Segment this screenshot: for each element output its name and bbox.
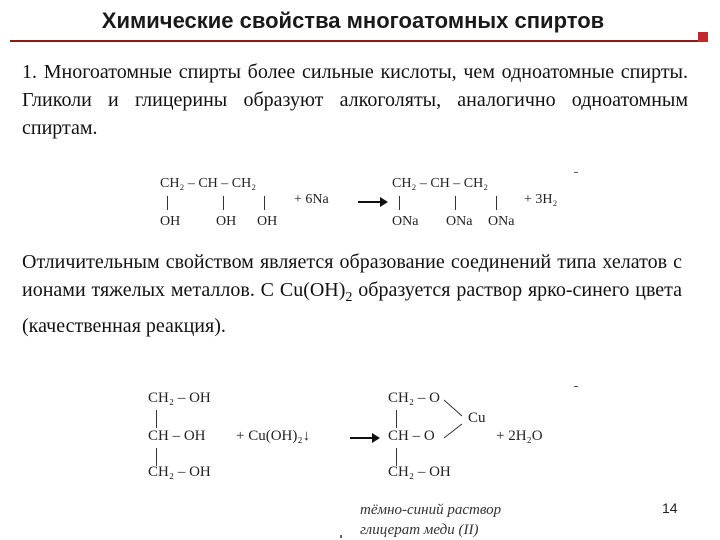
bond-line <box>167 196 168 210</box>
product-chain: CH₂ – CH – CH₂ <box>392 176 489 191</box>
caption-line-2: глицерат меди (II) <box>360 522 479 538</box>
product-ona-1: ONa <box>392 214 419 229</box>
paragraph-acidity: 1. Многоатомные спирты более сильные кислоты, чем одноатомные спирты. Гликоли и глицерины образуют алкоголяты, аналогично одноатомным спиртам. <box>22 61 688 139</box>
bond-line <box>496 196 497 210</box>
bond-line <box>156 410 157 428</box>
bond-line <box>399 196 400 210</box>
glycerate-row-1: CH₂ – O <box>388 390 440 406</box>
product-caption <box>360 500 580 540</box>
slide-title: Химические свойства многоатомных спиртов <box>101 8 605 33</box>
dash-mark <box>574 172 578 173</box>
title-bar <box>10 0 710 44</box>
page-number: 14 <box>662 500 678 516</box>
reagent-sodium: + 6Na <box>294 192 329 207</box>
title-underline <box>10 40 700 42</box>
reactant-oh-3: OH <box>257 214 278 229</box>
bond-line <box>264 196 265 210</box>
reaction-sodium <box>160 172 580 234</box>
glycerol-row-3: CH₂ – OH <box>148 464 211 480</box>
copper-atom: Cu <box>468 410 486 426</box>
para2-subscript: 2 <box>345 290 353 305</box>
product-ona-3: ONa <box>488 214 515 229</box>
product-ona-2: ONa <box>446 214 473 229</box>
glycerol-row-2: CH – OH <box>148 428 206 444</box>
para2-text-a: Отличительным свойством является образование соединений типа хелатов с ионами тяжелых металлов. С Cu(OH) <box>22 251 682 301</box>
title-accent-square <box>698 32 708 42</box>
glycerate-row-3: CH₂ – OH <box>388 464 451 480</box>
reactant-oh-1: OH <box>160 214 181 229</box>
para2-text-b: образуется раствор ярко-синего цвета (качественная реакция). <box>22 279 683 337</box>
reaction-arrow <box>350 432 380 444</box>
bond-line <box>455 196 456 210</box>
reaction-arrow <box>358 196 388 208</box>
bond-line <box>223 196 224 210</box>
product-water: + 2H₂O <box>496 428 543 444</box>
paragraph-chelates <box>22 248 682 340</box>
reaction-copper <box>140 384 580 494</box>
dot-mark <box>340 535 342 538</box>
bond-line <box>396 410 397 428</box>
glycerate-row-2: CH – O <box>388 428 435 444</box>
reagent-copper-hydroxide: + Cu(OH)₂↓ <box>236 428 311 444</box>
caption-line-1: тёмно-синий раствор <box>360 502 502 518</box>
dash-mark <box>574 386 578 387</box>
reactant-oh-2: OH <box>216 214 237 229</box>
product-hydrogen: + 3H₂ <box>524 192 558 207</box>
glycerol-row-1: CH₂ – OH <box>148 390 211 406</box>
reactant-chain: CH₂ – CH – CH₂ <box>160 176 257 191</box>
